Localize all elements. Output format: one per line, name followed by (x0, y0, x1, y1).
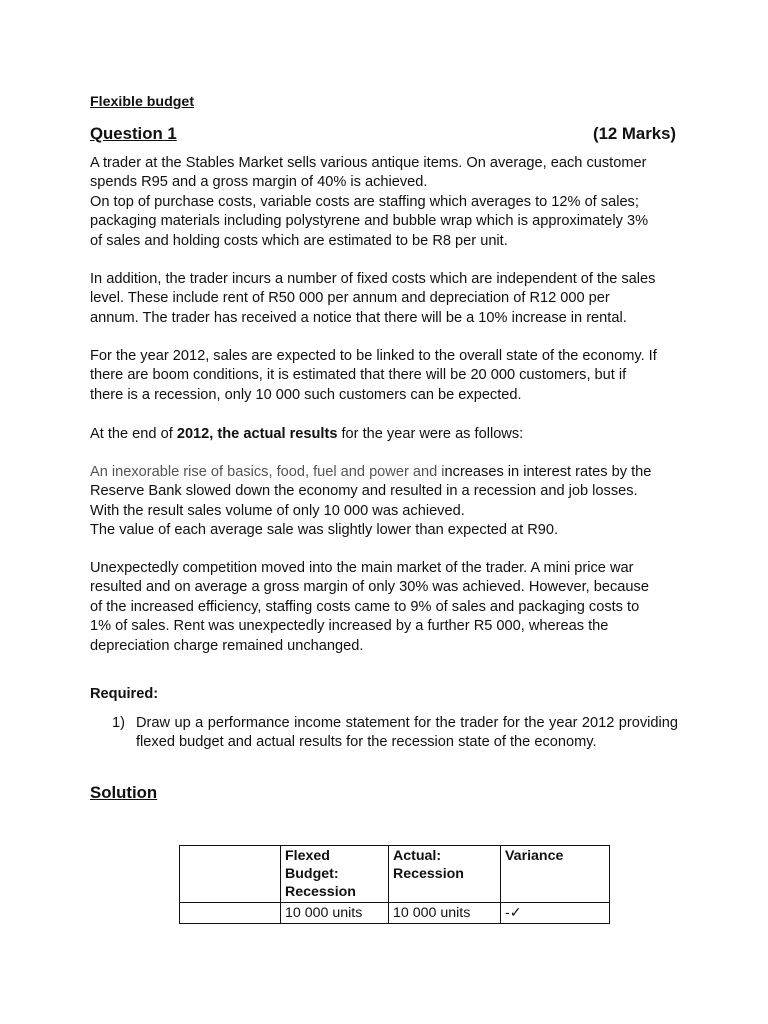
question-header (90, 123, 676, 145)
table-row (180, 903, 610, 924)
text-line: there are boom conditions, it is estimated that there will be 20 000 customers, but if (90, 367, 627, 384)
text-line: With the result sales volume of only 10 000 was achieved. (90, 502, 465, 519)
table-header-row (180, 846, 610, 903)
text-line: Reserve Bank slowed down the economy and resulted in a recession and job losses. (90, 483, 638, 500)
text-line (90, 425, 678, 444)
text-line: In addition, the trader incurs a number of fixed costs which are independent of the sales (90, 271, 656, 287)
paragraph-fixed-costs (90, 270, 678, 328)
text-line: A trader at the Stables Market sells various antique items. On average, each customer (90, 155, 647, 171)
text-line: Unexpectedly competition moved into the main market of the trader. A mini price war (90, 560, 634, 576)
text-line: The value of each average sale was slightly lower than expected at R90. (90, 522, 559, 539)
question-title: Question 1 (90, 124, 177, 143)
table-header-cell: Flexed Budget: Recession (281, 846, 389, 903)
text-line: packaging materials including polystyrene and bubble wrap which is approximately 3% (90, 213, 649, 230)
text-line: of sales and holding costs which are estimated to be R8 per unit. (90, 232, 508, 249)
table-cell: -✓ (501, 903, 610, 924)
solution-heading: Solution (90, 783, 158, 802)
table-cell (180, 903, 281, 924)
table-header-cell: Variance (501, 846, 610, 903)
text-run: At the end of (90, 426, 177, 442)
section-heading: Flexible budget (90, 94, 195, 110)
text-line: level. These include rent of R50 000 per annum and depreciation of R12 000 per (90, 290, 610, 307)
table-cell: 10 000 units (389, 903, 501, 924)
text-line: On top of purchase costs, variable costs are staffing which averages to 12% of sales; (90, 193, 639, 210)
table-cell: 10 000 units (281, 903, 389, 924)
text-line: annum. The trader has received a notice that there will be a 10% increase in rental. (90, 309, 627, 326)
list-number: 1) (112, 715, 125, 731)
text-line: depreciation charge remained unchanged. (90, 637, 364, 654)
text-line: 1% of sales. Rent was unexpectedly increased by a further R5 000, whereas the (90, 618, 609, 635)
paragraph-competition (90, 559, 678, 656)
list-text: Draw up a performance income statement for the trader for the year 2012 providing flexed budget and actual results for the recession state of the economy. (136, 715, 678, 751)
required-label: Required: (90, 686, 159, 702)
solution-table (179, 845, 610, 924)
required-list-item (112, 714, 678, 753)
text-line: resulted and on average a gross margin of only 30% was achieved. However, because (90, 579, 649, 596)
text-line: there is a recession, only 10 000 such customers can be expected. (90, 386, 522, 403)
paragraph-intro (90, 154, 678, 251)
text-run-bold: 2012, the actual results (176, 426, 338, 442)
paragraph-recession (90, 463, 678, 541)
text-run-grey: An inexorable rise of basics, food, fuel and power and i (90, 464, 445, 480)
table-header-cell (180, 846, 281, 903)
text-run: for the year were as follows: (337, 426, 524, 442)
question-marks: (12 Marks) (592, 124, 676, 143)
text-run: ncreases in interest rates by the (444, 464, 652, 480)
paragraph-economy (90, 347, 678, 405)
paragraph-actual-intro (90, 425, 678, 444)
text-line (90, 463, 678, 482)
table-header-cell: Actual: Recession (389, 846, 501, 903)
text-line: For the year 2012, sales are expected to be linked to the overall state of the economy. If (90, 348, 657, 364)
text-line: spends R95 and a gross margin of 40% is achieved. (90, 174, 428, 191)
text-line: of the increased efficiency, staffing costs came to 9% of sales and packaging costs to (90, 598, 640, 615)
